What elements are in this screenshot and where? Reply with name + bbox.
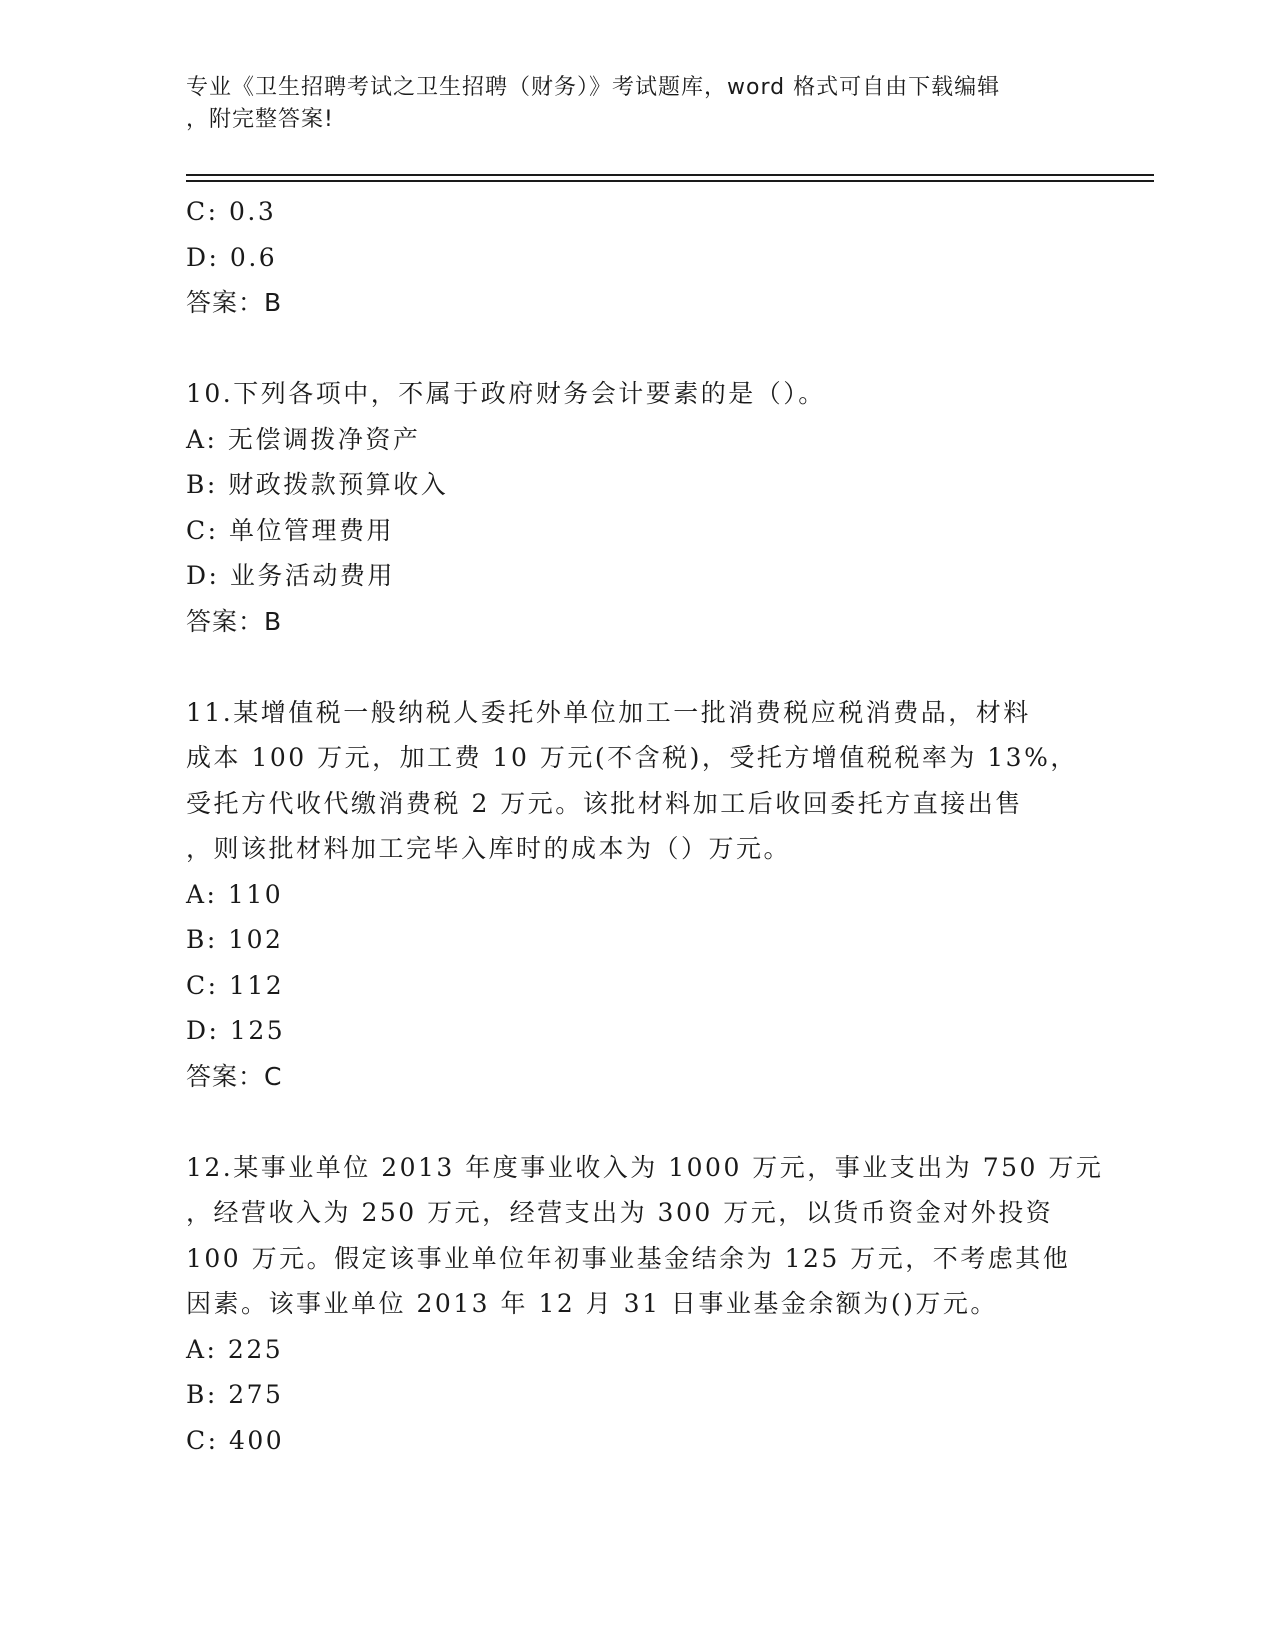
spacer [186, 1099, 1106, 1145]
question-11 [186, 690, 1106, 1100]
question-stem-line: 因素。该事业单位 2013 年 12 月 31 日事业基金余额为()万元。 [186, 1289, 998, 1318]
option-a: A: 无偿调拨净资产 [186, 424, 421, 454]
question-stem-line: 100 万元。假定该事业单位年初事业基金结余为 125 万元，不考虑其他 [186, 1243, 1071, 1273]
header-title-line-1: 专业《卫生招聘考试之卫生招聘（财务）》考试题库，word 格式可自由下载编辑 [186, 75, 1001, 100]
question-12 [186, 1145, 1106, 1464]
option-b: B: 102 [186, 925, 284, 954]
answer-label: 答案：B [186, 288, 283, 317]
header-divider-bottom [186, 180, 1154, 182]
spacer [186, 326, 1106, 372]
option-b: B: 财政拨款预算收入 [186, 470, 449, 499]
question-stem-line: 12.某事业单位 2013 年度事业收入为 1000 万元，事业支出为 750 万元 [186, 1152, 1104, 1182]
option-d: D: 业务活动费用 [186, 561, 395, 590]
question-stem-line: 11.某增值税一般纳税人委托外单位加工一批消费税应税消费品，材料 [186, 697, 1031, 727]
question-9-tail [186, 189, 1106, 326]
option-d: D: 0.6 [186, 242, 278, 272]
question-stem-line: 成本 100 万元，加工费 10 万元(不含税)，受托方增值税税率为 13%， [186, 743, 1078, 772]
question-stem-line: ，则该批材料加工完毕入库时的成本为（）万元。 [186, 834, 792, 863]
answer-label: 答案：B [186, 606, 283, 636]
question-stem-line: ，经营收入为 250 万元，经营支出为 300 万元，以货币资金对外投资 [186, 1198, 1054, 1227]
option-a: A: 225 [186, 1334, 284, 1364]
answer-label: 答案：C [186, 1061, 283, 1091]
question-stem-line: 受托方代收代缴消费税 2 万元。该批材料加工后收回委托方直接出售 [186, 788, 1023, 818]
option-d: D: 125 [186, 1016, 286, 1045]
option-a: A: 110 [186, 879, 284, 909]
option-c: C: 112 [186, 970, 285, 1000]
question-list [186, 189, 1106, 1463]
spacer [186, 644, 1106, 690]
option-c: C: 0.3 [186, 197, 277, 226]
header-title-line-2: ，附完整答案! [186, 107, 334, 132]
document-header [186, 72, 1066, 136]
question-stem-line: 10.下列各项中，不属于政府财务会计要素的是（）。 [186, 379, 826, 408]
header-divider-top [186, 174, 1154, 176]
option-c: C: 400 [186, 1425, 285, 1455]
option-c: C: 单位管理费用 [186, 515, 394, 545]
option-b: B: 275 [186, 1380, 284, 1409]
question-10 [186, 371, 1106, 644]
